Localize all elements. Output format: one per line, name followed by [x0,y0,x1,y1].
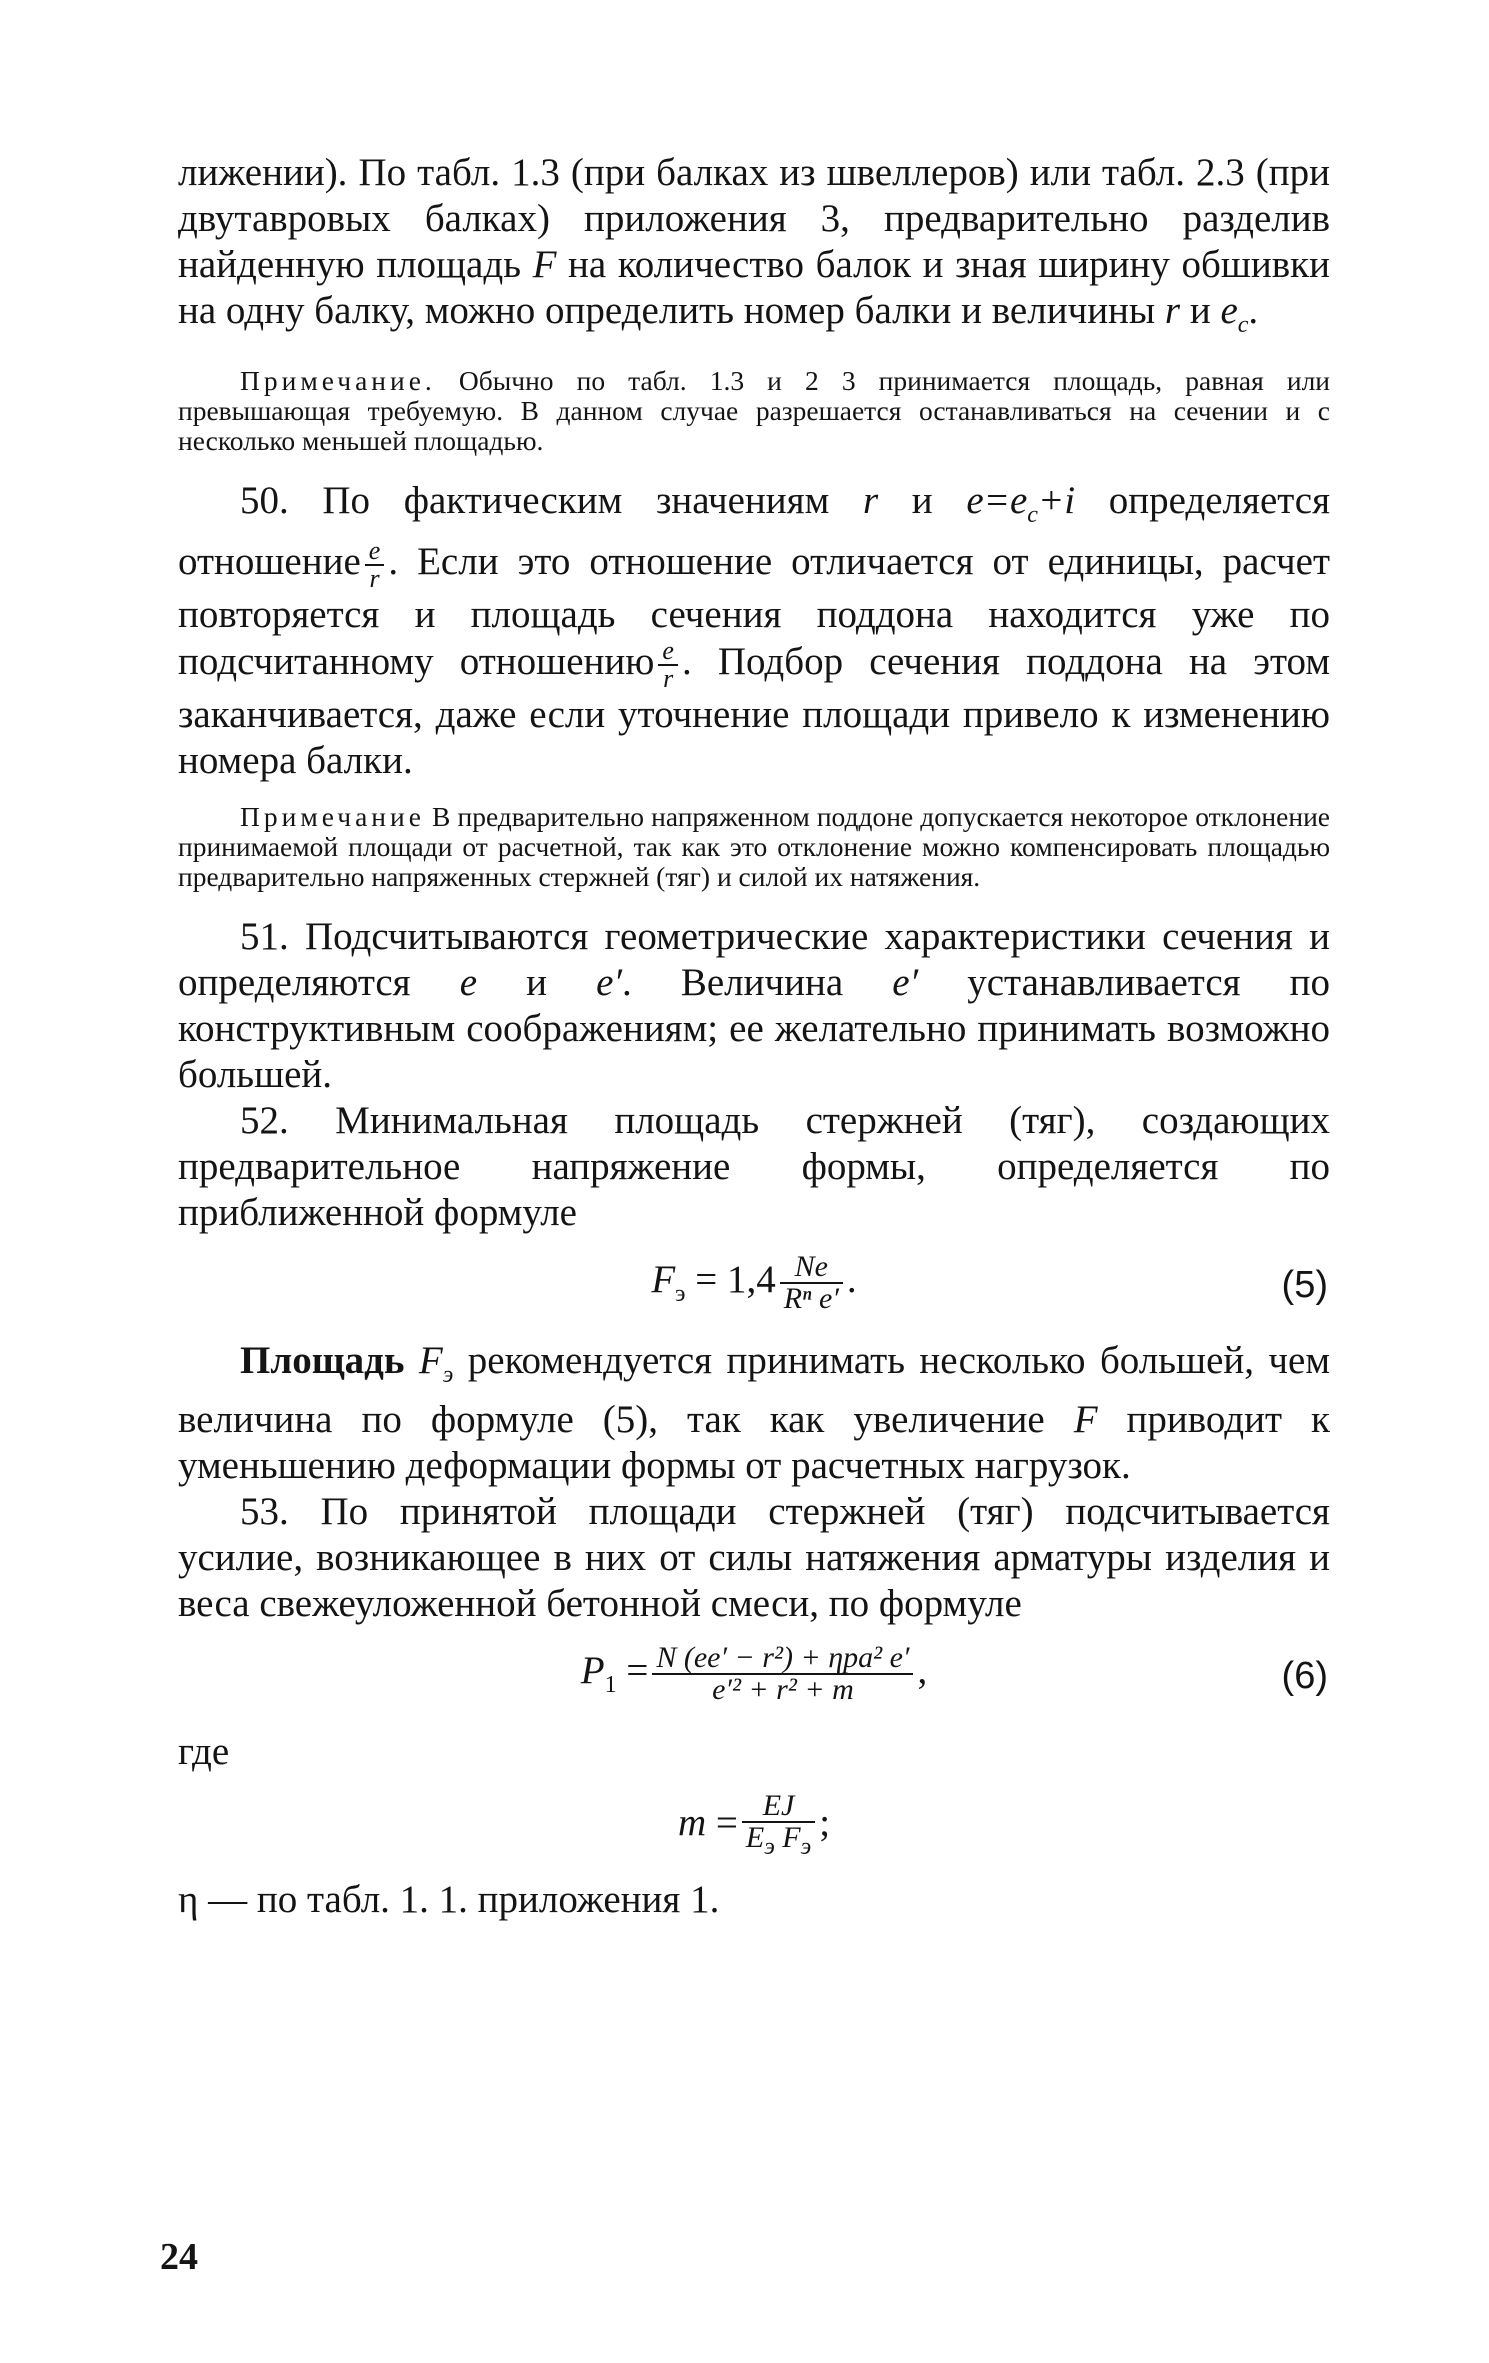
symbol-P: P [580,1649,605,1693]
text: . Если это отношение отличается от единицы, расчет повторяется и площадь сечения поддона находится уже по подсчитанному отношению [178,539,1330,683]
text: = [626,1649,649,1693]
text: = [715,1801,738,1845]
subscript: c [1027,501,1038,528]
symbol-r: r [862,478,879,522]
text: 51. Подсчитываются геометрические характеристики сечения и определяются [178,914,1330,1004]
paragraph-51 [178,914,1330,1098]
equation-inline [966,478,1076,528]
equation-number: (5) [1281,1263,1328,1306]
numerator: N (ee′ − r²) + ηpa² e′ [656,1641,910,1675]
subscript: э [800,1834,812,1861]
text: и [526,960,548,1004]
denominator: r [365,564,385,592]
formula-5 [178,1242,1330,1332]
text: . Величина [621,960,844,1004]
symbol-e-prime: e′ [892,960,919,1004]
symbol-F: F [418,1338,443,1382]
note-text: В предварительно напряженном поддоне допускается некоторое отклонение принимаемой площади от расчетной, так как это отклонение можно компенсировать площадью предварительно напряженных стержней (тяг) и силой их натяжения. [178,800,1330,892]
text: 50. По фактическим значениям [240,478,830,522]
eta-definition: η — по табл. 1. 1. приложения 1. [178,1878,720,1922]
text: приводит к уменьшению деформации формы от расчетных нагрузок. [178,1398,1330,1488]
paragraph-53: 53. По принятой площади стержней (тяг) подсчитывается усилие, возникающее в них от силы натяжения арматуры изделия и веса свежеуложенной бетонной смеси, по формуле [178,1490,1330,1626]
text: рекомендуется принимать несколько большей, чем величина по формуле (5), так как увеличение [178,1338,1331,1442]
note-2 [178,802,1330,892]
paragraph-52b [178,1338,1330,1490]
fraction [780,1249,843,1315]
fraction-e-over-r [658,635,678,693]
equation-number: (6) [1281,1655,1328,1698]
fraction [742,1791,815,1862]
text: устанавливается по конструктивным соображениям; ее желательно принимать возможно большей. [178,960,1331,1096]
subscript: э [764,1834,775,1861]
formula-expression [178,1791,1330,1862]
numerator: Ne [794,1249,828,1283]
text: e=e [966,478,1028,522]
text: +i [1037,478,1076,522]
text: . [1248,289,1259,332]
formula-6 [178,1633,1330,1723]
formula-m [178,1781,1330,1871]
paragraph-50 [178,478,1330,784]
text: лижении). По табл. 1.3 (при балках из швеллеров) или табл. 2.3 (при двутавровых балках) приложения 3, предварительно разделив найденную площадь [178,151,1330,286]
symbol-r: r [1164,289,1181,332]
subscript: 1 [604,1672,617,1699]
note-1 [178,366,1330,456]
text: на количество балок и зная ширину обшивки на одну балку, можно определить номер балки и величины [178,243,1330,332]
symbol-E: E [745,1821,765,1855]
denominator: e′² + r² + m [652,1673,913,1705]
paragraph-continuation [178,150,1330,348]
formula-expression [178,1249,1330,1315]
symbol-F: F [532,243,557,286]
text: определяется отношение [178,478,1331,583]
symbol-e: e [1220,289,1238,332]
subscript: э [675,1280,686,1307]
page-number: 24 [160,2236,198,2278]
fraction-e-over-r [365,535,385,593]
text: и [1189,289,1211,332]
text: и [911,478,933,522]
where-label: где [178,1730,230,1774]
formula-expression [178,1643,1330,1705]
fraction [652,1643,913,1705]
denominator: Rⁿ e′ [780,1282,843,1314]
symbol-ec [1220,289,1249,338]
numerator: e [662,635,674,665]
numerator: EJ [762,1789,795,1823]
symbol-F: F [651,1257,676,1301]
text: = 1,4 [695,1257,776,1301]
numerator: e [368,535,381,565]
text: ; [819,1801,831,1845]
subscript: э [442,1361,454,1388]
symbol-e-prime: e′ [596,960,622,1004]
symbol-Fe [418,1338,454,1388]
symbol-m: m [677,1801,707,1845]
symbol-F: F [782,1821,801,1855]
symbol-e: e [459,960,478,1004]
subscript: c [1237,311,1249,338]
denominator: r [658,664,678,692]
text: . Подбор сечения поддона на этом заканчивается, даже если уточнение площади привело к изменению номера балки. [178,639,1330,782]
note-label: Примечание. [240,364,436,396]
denominator [742,1821,815,1862]
symbol-F: F [1073,1398,1098,1442]
note-text: Обычно по табл. 1.3 и 2 3 принимается площадь, равная или превышающая требуемую. В данном случае разрешается останавливаться на сечении и с несколько меньшей площадью. [178,364,1331,456]
paragraph-52: 52. Минимальная площадь стержней (тяг), создающих предварительное напряжение формы, определяется по приближенной формуле [178,1098,1330,1234]
page-content [178,150,1330,1923]
text: . [846,1257,857,1301]
text-bold: Площадь [240,1338,405,1382]
note-label: Примечание [240,800,425,832]
text: , [917,1649,928,1693]
